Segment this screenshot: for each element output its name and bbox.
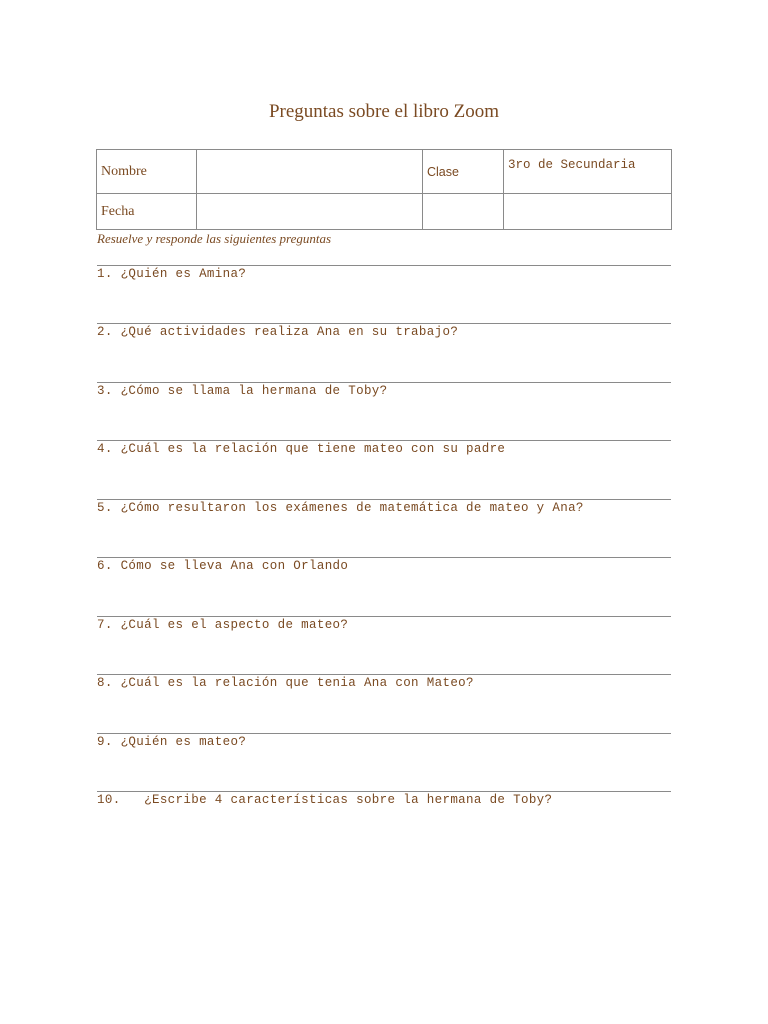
fecha-row [97, 194, 672, 230]
question-item[interactable] [97, 499, 671, 515]
question-number: 6. [97, 559, 113, 573]
student-info-table [96, 149, 672, 230]
question-item[interactable] [97, 323, 671, 339]
question-item[interactable] [97, 674, 671, 690]
nombre-label: Nombre [97, 150, 197, 194]
question-number: 10. [97, 793, 121, 807]
nombre-field[interactable] [197, 150, 423, 194]
question-text: ¿Cuál es la relación que tiene mateo con su padre [120, 442, 506, 456]
question-item[interactable] [97, 440, 671, 456]
question-number: 5. [97, 501, 113, 515]
question-number: 2. [97, 325, 113, 339]
question-text: ¿Qué actividades realiza Ana en su trabajo? [120, 325, 459, 339]
question-number: 1. [97, 267, 113, 281]
question-number: 3. [97, 384, 113, 398]
question-text: ¿Escribe 4 características sobre la hermana de Toby? [144, 793, 553, 807]
question-text: ¿Cómo se llama la hermana de Toby? [120, 384, 388, 398]
question-text: ¿Cómo resultaron los exámenes de matemática de mateo y Ana? [120, 501, 584, 515]
question-item[interactable] [97, 616, 671, 632]
fecha-label: Fecha [97, 194, 197, 230]
question-item[interactable] [97, 557, 671, 573]
question-item[interactable] [97, 382, 671, 398]
question-text: ¿Cuál es la relación que tenia Ana con Mateo? [120, 676, 474, 690]
clase-value[interactable]: 3ro de Secundaria [504, 150, 672, 194]
question-text: Cómo se lleva Ana con Orlando [120, 559, 349, 573]
page-title: Preguntas sobre el libro Zoom [268, 101, 500, 122]
question-text: ¿Quién es Amina? [120, 267, 247, 281]
empty-cell [504, 194, 672, 230]
question-number: 7. [97, 618, 113, 632]
fecha-field[interactable] [197, 194, 423, 230]
question-number: 8. [97, 676, 113, 690]
question-item[interactable] [97, 791, 671, 807]
empty-cell [423, 194, 504, 230]
clase-label: Clase [423, 150, 504, 194]
question-text: ¿Cuál es el aspecto de mateo? [120, 618, 349, 632]
question-number: 9. [97, 735, 113, 749]
question-item[interactable] [97, 733, 671, 749]
question-number: 4. [97, 442, 113, 456]
nombre-row [97, 150, 672, 194]
question-item[interactable] [97, 265, 671, 281]
question-text: ¿Quién es mateo? [120, 735, 247, 749]
instructions-text: Resuelve y responde las siguientes preguntas [97, 231, 332, 246]
